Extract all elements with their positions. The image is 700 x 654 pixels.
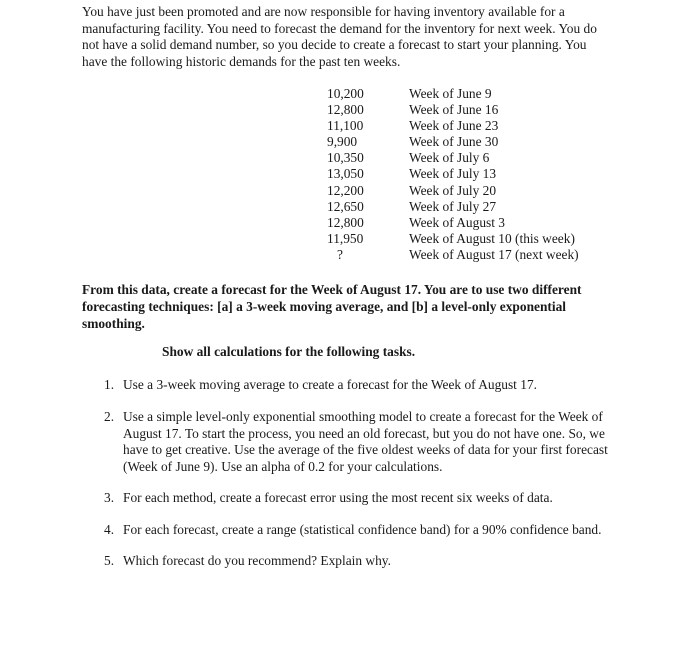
task-item — [104, 522, 624, 539]
instructions-paragraph: From this data, create a forecast for the Week of August 17. You are to use two different forecasting techniques: [a] a 3-week moving average, and [b] a level-only exponential smoothing. — [82, 282, 582, 331]
week-label: Week of July 13 — [409, 166, 497, 182]
table-row — [327, 118, 579, 134]
demand-value: 12,650 — [327, 198, 364, 214]
week-label: Week of June 9 — [409, 86, 492, 101]
demand-value: 13,050 — [327, 166, 364, 182]
table-row — [327, 231, 579, 247]
table-row — [327, 199, 579, 215]
task-number: 3. — [104, 490, 115, 505]
table-row — [327, 134, 579, 150]
week-label: Week of August 10 (this week) — [409, 230, 575, 246]
table-row — [327, 150, 579, 166]
demand-value: 11,950 — [327, 230, 364, 246]
demand-value-unknown: ? — [337, 246, 343, 262]
demand-value: 12,200 — [327, 182, 364, 198]
demand-value: 12,800 — [327, 102, 364, 118]
table-row — [327, 215, 579, 231]
week-label: Week of June 30 — [409, 134, 499, 150]
week-label: Week of June 16 — [409, 102, 499, 118]
demand-value: 11,100 — [327, 118, 364, 134]
task-number: 4. — [104, 522, 115, 537]
week-label: Week of July 20 — [409, 182, 497, 198]
week-label: Week of August 3 — [409, 214, 505, 230]
task-number: 1. — [104, 377, 115, 392]
task-text: For each method, create a forecast error using the most recent six weeks of data. — [123, 490, 553, 505]
tasks-heading: Show all calculations for the following tasks. — [162, 344, 416, 359]
task-item — [104, 377, 624, 394]
task-text: For each forecast, create a range (statistical confidence band) for a 90% confidence band. — [123, 522, 602, 537]
demand-value: 10,200 — [327, 86, 364, 101]
table-row — [327, 183, 579, 199]
task-text: Use a simple level-only exponential smoothing model to create a forecast for the Week of August 17. To start the process, you need an old forecast, but you do not have one. So, we have to get creative. Use the average of the five oldest weeks of data for your first forecast (Week of June 9). Use an alpha of 0.2 for your calculations. — [123, 409, 608, 474]
intro-paragraph: You have just been promoted and are now responsible for having inventory available for a manufacturing facility. You need to forecast the demand for the inventory for next week. You do not have a solid demand number, so you decide to create a forecast to start your planning. You have the following historic demands for the past ten weeks. — [82, 4, 597, 69]
task-item — [104, 490, 624, 507]
demand-value: 12,800 — [327, 214, 364, 230]
week-label: Week of July 6 — [409, 150, 490, 166]
week-label: Week of June 23 — [409, 118, 499, 134]
task-text: Use a 3-week moving average to create a forecast for the Week of August 17. — [123, 377, 537, 392]
demand-value: 9,900 — [327, 134, 358, 150]
table-row — [327, 166, 579, 182]
task-item — [104, 409, 624, 475]
table-row — [327, 102, 579, 118]
demand-table — [327, 86, 579, 263]
task-text: Which forecast do you recommend? Explain why. — [123, 553, 391, 568]
task-number: 5. — [104, 553, 115, 568]
task-item — [104, 553, 624, 570]
task-number: 2. — [104, 409, 115, 424]
week-label: Week of August 17 (next week) — [409, 246, 579, 262]
demand-value: 10,350 — [327, 150, 364, 166]
table-row — [327, 247, 579, 263]
table-row — [327, 86, 579, 102]
week-label: Week of July 27 — [409, 198, 497, 214]
